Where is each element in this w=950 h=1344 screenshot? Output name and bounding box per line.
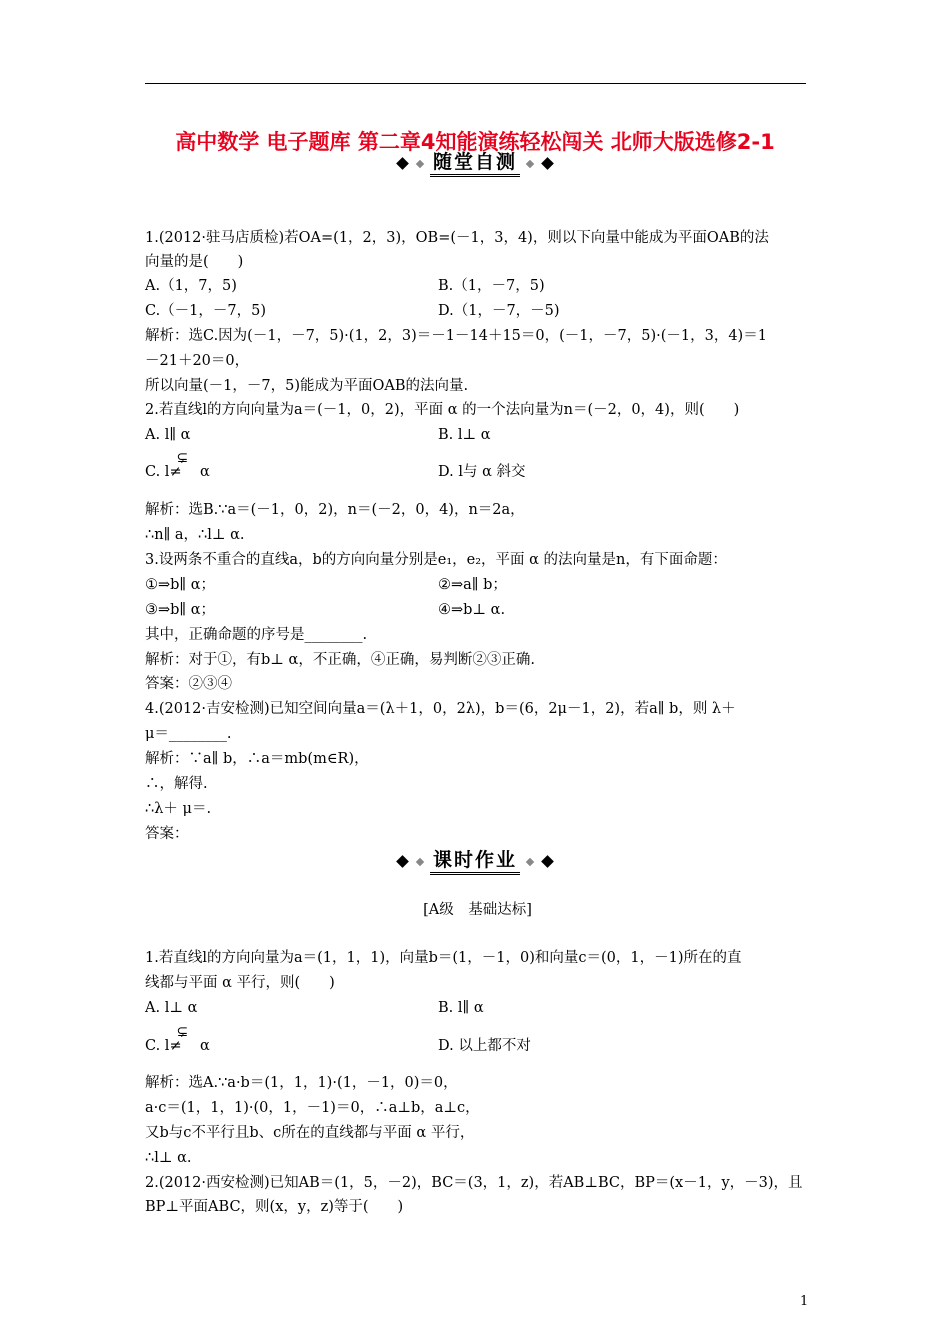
diamond-icon — [541, 855, 554, 868]
q1-solution-2: －21＋20＝0， — [145, 353, 250, 369]
p1-option-b: B. l∥ α — [438, 1000, 484, 1016]
banner-suitang — [0, 150, 950, 180]
p2-line2: BP⊥平面ABC，则(x，y，z)等于( ) — [145, 1199, 404, 1215]
diamond-icon — [396, 855, 409, 868]
q1-option-a: A.（1，7，5) — [145, 278, 237, 294]
p1-line1: 1.若直线l的方向向量为a＝(1，1，1)，向量b＝(1，－1，0)和向量c＝(0，1，－1)所在的直 — [145, 950, 742, 966]
p1-option-a: A. l⊥ α — [145, 1000, 198, 1016]
q1-solution-1: 解析：选C.因为(－1，－7，5)·(1，2，3)＝－1－14＋15＝0，(－1，－7，5)·(－1，3，4)＝1 — [145, 328, 767, 344]
diamond-icon — [526, 159, 534, 167]
q4-line2: μ＝________. — [145, 726, 232, 742]
q2-option-a: A. l∥ α — [145, 427, 191, 443]
q3-proposition-3: ③⇒b∥ α； — [145, 602, 216, 618]
q3-solution-1: 解析：对于①，有b⊥ α，不正确，④正确，易判断②③正确. — [145, 652, 535, 668]
q1-option-b: B.（1，－7，5) — [438, 278, 545, 294]
q3-answer: 答案：②③④ — [145, 676, 232, 692]
q3-proposition-1: ①⇒b∥ α； — [145, 577, 216, 593]
header-rule — [145, 83, 806, 84]
banner-keshi — [0, 848, 950, 878]
p1-option-c-suffix: α — [200, 1038, 210, 1054]
q2-option-c-prefix: C. l — [145, 464, 170, 480]
diamond-icon — [416, 159, 424, 167]
q4-line1: 4.(2012·吉安检测)已知空间向量a＝(λ＋1，0，2λ)，b＝(6，2μ－1，2)，若a∥ b，则 λ＋ — [145, 701, 736, 717]
p1-option-d: D. 以上都不对 — [438, 1038, 531, 1054]
q2-option-d: D. l与 α 斜交 — [438, 464, 526, 480]
q2-option-b: B. l⊥ α — [438, 427, 491, 443]
p1-option-c-prefix: C. l — [145, 1038, 170, 1054]
q2-line1: 2.若直线l的方向向量为a＝(－1，0，2)，平面 α 的一个法向量为n＝(－2，0，4)，则( ) — [145, 402, 740, 418]
p2-line1: 2.(2012·西安检测)已知AB＝(1，5，－2)，BC＝(3，1，z)，若AB⊥BC，BP＝(x－1，y，－3)，且 — [145, 1175, 803, 1191]
q4-answer: 答案： — [145, 826, 189, 842]
q3-proposition-2: ②⇒a∥ b； — [438, 577, 507, 593]
p1-line2: 线都与平面 α 平行，则( ) — [145, 975, 335, 991]
q4-solution-2: ∴，解得. — [145, 776, 208, 792]
subset-top: ⊊ — [176, 450, 189, 466]
q4-solution-3: ∴λ＋ μ＝. — [145, 801, 212, 817]
q1-solution-3: 所以向量(－1，－7，5)能成为平面OAB的法向量. — [145, 378, 469, 394]
diamond-icon — [526, 857, 534, 865]
diamond-icon — [396, 157, 409, 170]
page-title: 高中数学 电子题库 第二章4知能演练轻松闯关 北师大版选修2-1 — [175, 130, 775, 154]
subset-top: ⊊ — [176, 1024, 189, 1040]
subset-neq: ≠ — [169, 1038, 182, 1054]
q3-proposition-4: ④⇒b⊥ α. — [438, 602, 506, 618]
q2-solution-1: 解析：选B.∵a＝(－1，0，2)，n＝(－2，0，4)，n＝2a， — [145, 502, 525, 518]
diamond-icon — [416, 857, 424, 865]
q1-line1: 1.(2012·驻马店质检)若OA=(1，2，3)，OB=(－1，3，4)，则以下向量中能成为平面OAB的法 — [145, 230, 769, 246]
q1-line2: 向量的是( ) — [145, 254, 244, 270]
subset-symbol — [169, 1024, 195, 1056]
q2-option-c — [145, 450, 210, 482]
q1-option-c: C.（－1，－7，5) — [145, 303, 267, 319]
q4-solution-1: 解析：∵a∥ b，∴a＝mb(m∈R)， — [145, 751, 369, 767]
q1-option-d: D.（1，－7，－5) — [438, 303, 560, 319]
diamond-icon — [541, 157, 554, 170]
p1-option-c — [145, 1024, 210, 1056]
p1-solution-3: 又b与c不平行且b、c所在的直线都与平面 α 平行， — [145, 1125, 475, 1141]
p1-solution-2: a·c＝(1，1，1)·(0，1，－1)＝0，∴a⊥b，a⊥c， — [145, 1100, 480, 1116]
page-number: 1 — [800, 1294, 809, 1309]
level-label: [A级 基础达标] — [423, 902, 532, 918]
p1-solution-1: 解析：选A.∵a·b＝(1，1，1)·(1，－1，0)＝0， — [145, 1075, 458, 1091]
p1-solution-4: ∴l⊥ α. — [145, 1150, 192, 1166]
banner-text: 课时作业 — [430, 848, 520, 875]
banner-text: 随堂自测 — [430, 150, 520, 177]
q3-line2: 其中，正确命题的序号是________. — [145, 627, 368, 643]
subset-symbol — [169, 450, 195, 482]
q2-option-c-suffix: α — [200, 464, 210, 480]
q2-solution-2: ∴n∥ a，∴l⊥ α. — [145, 527, 245, 543]
subset-neq: ≠ — [169, 464, 182, 480]
q3-line1: 3.设两条不重合的直线a，b的方向向量分别是e₁，e₂，平面 α 的法向量是n，有下面命题： — [145, 552, 727, 568]
